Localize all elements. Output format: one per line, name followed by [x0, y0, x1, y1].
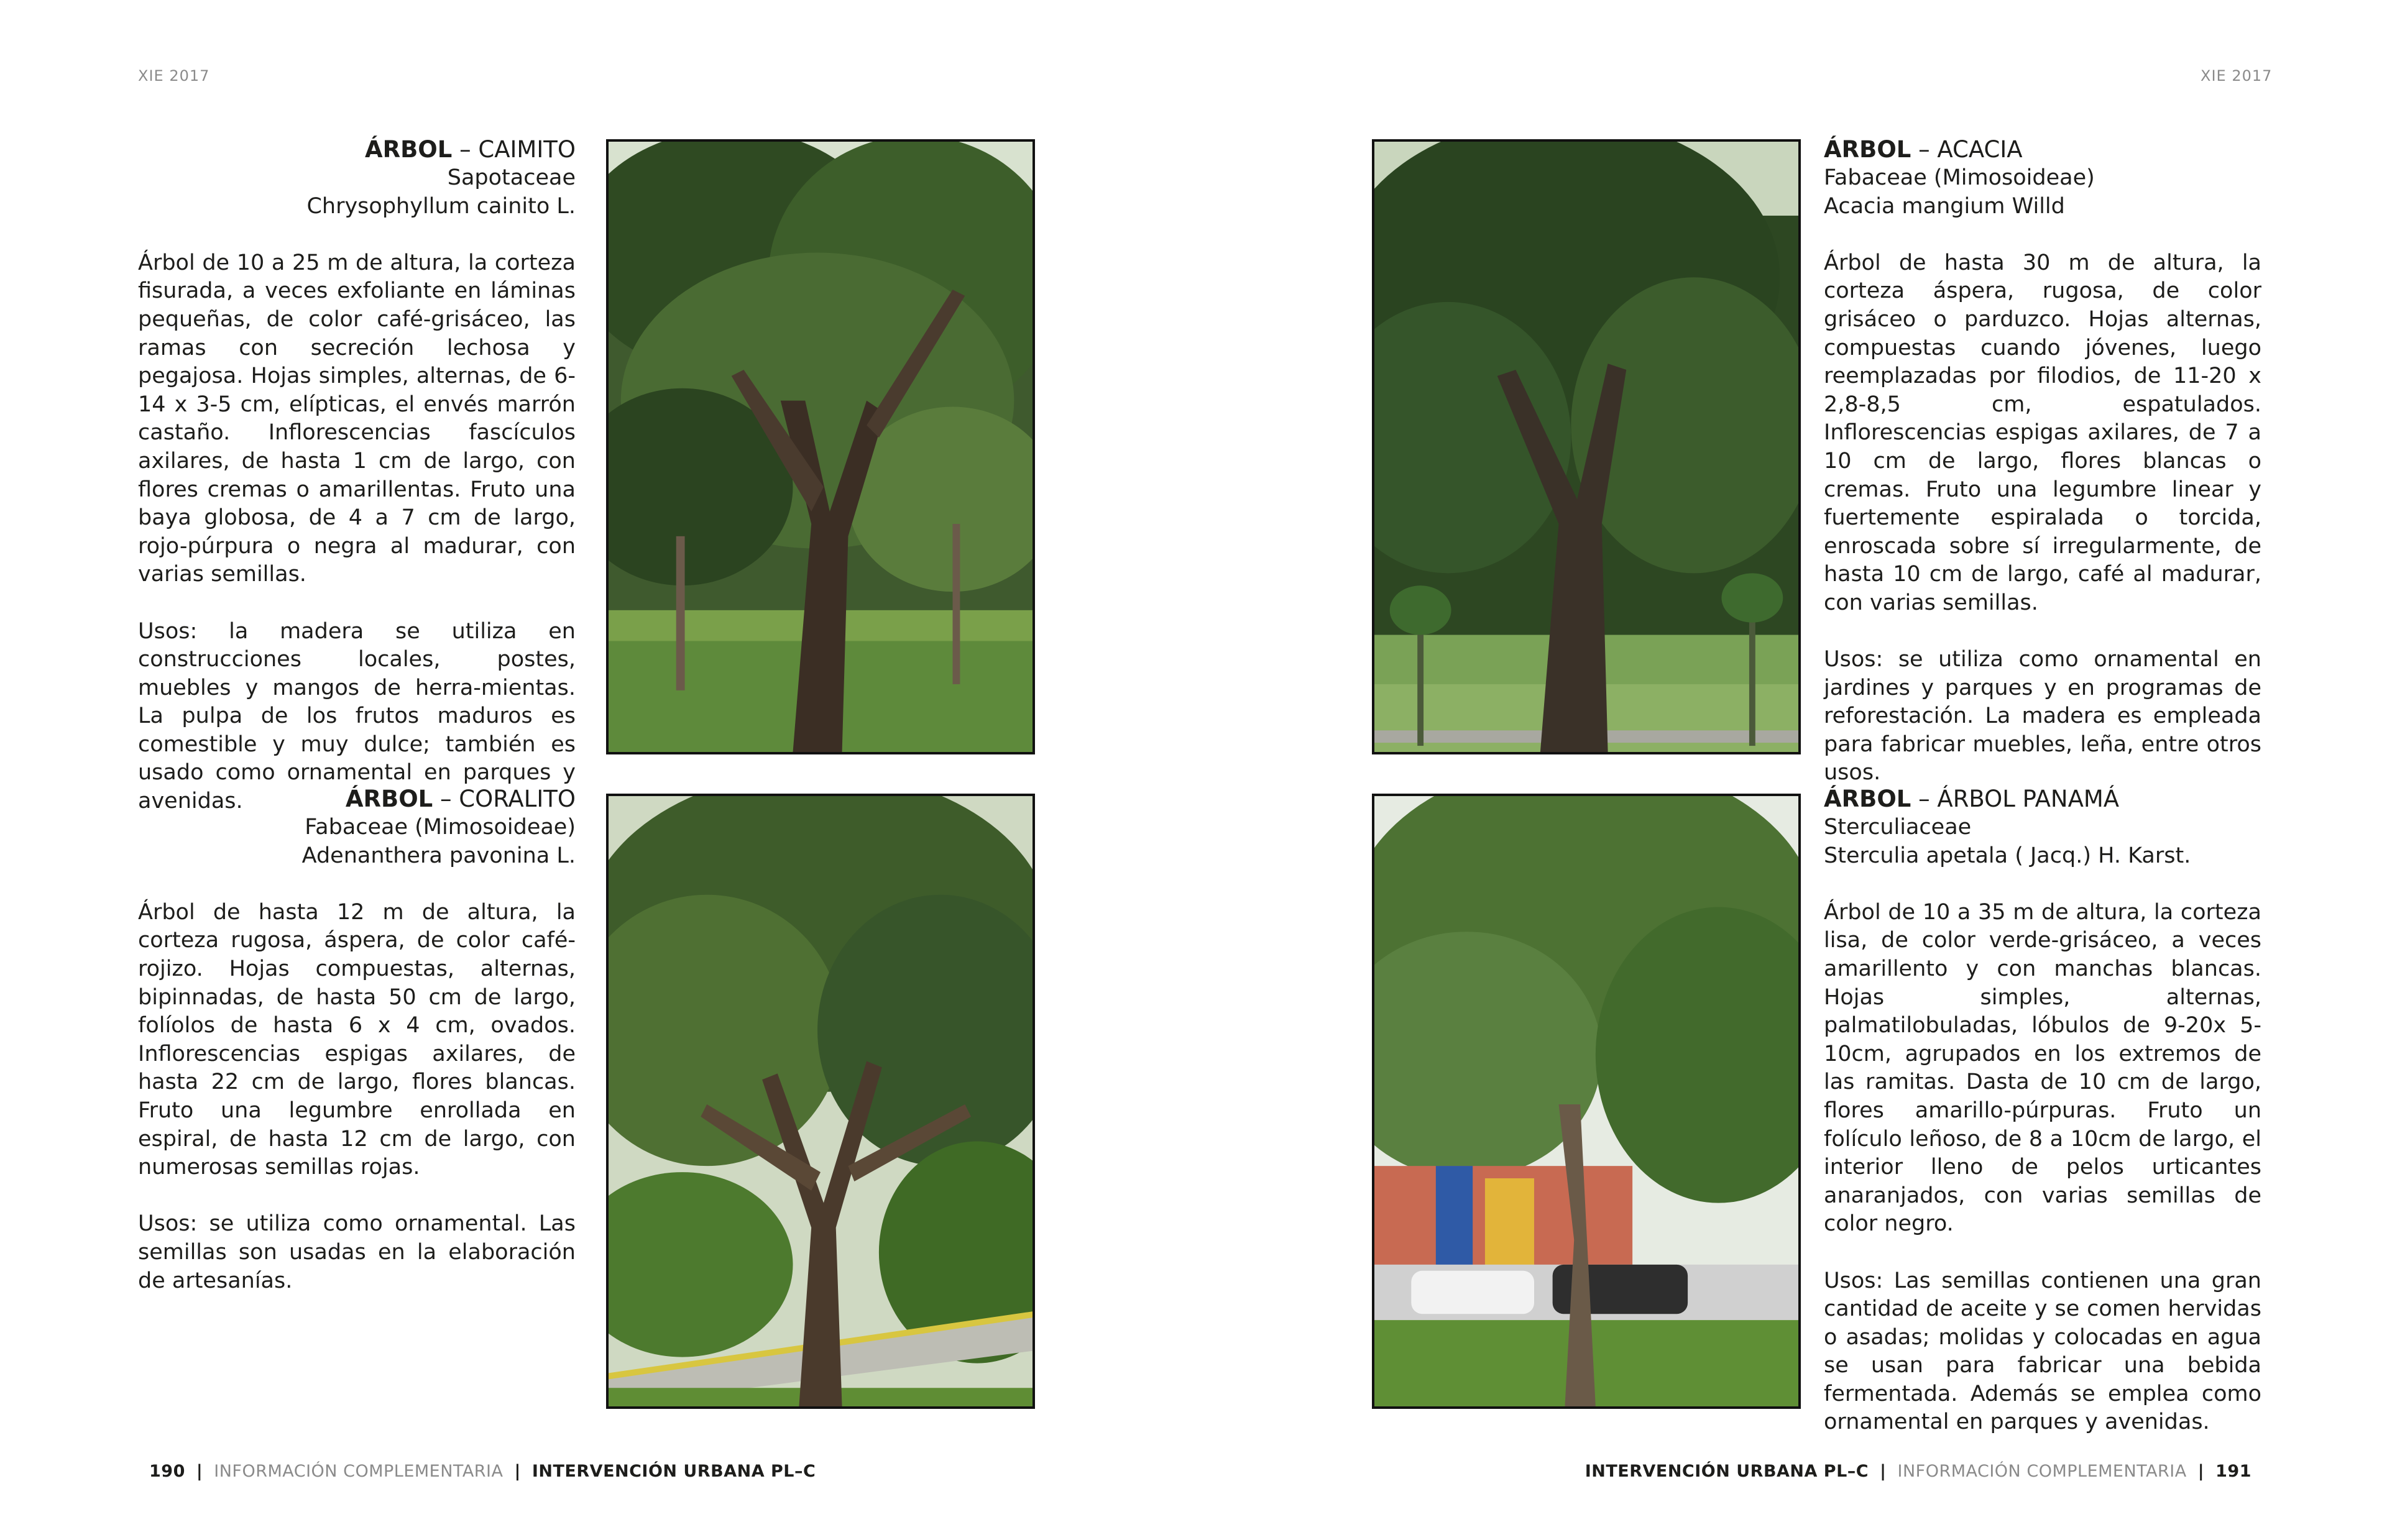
- footer-right: INTERVENCIÓN URBANA PL–C | INFORMACIÓN COMPLEMENTARIA | 191: [1584, 1462, 2251, 1481]
- caimito-family: Sapotaceae: [447, 165, 576, 190]
- footer-left-section: INFORMACIÓN COMPLEMENTARIA: [214, 1462, 504, 1481]
- acacia-uses: Usos: se utiliza como ornamental en jardines y parques y en programas de reforestación. La madera es empleada para fabricar muebles, leña, entre otros usos.: [1824, 647, 2261, 786]
- coralito-uses: Usos: se utiliza como ornamental. Las semillas son usadas en la elaboración de artesanías.: [138, 1211, 576, 1293]
- footer-right-project: INTERVENCIÓN URBANA PL–C: [1584, 1462, 1869, 1481]
- caimito-title: ÁRBOL – CAIMITO: [364, 136, 576, 163]
- footer-right-section: INFORMACIÓN COMPLEMENTARIA: [1897, 1462, 2187, 1481]
- panama-species: Sterculia apetala ( Jacq.) H. Karst.: [1824, 843, 2191, 868]
- caimito-text: [138, 135, 576, 816]
- footer-left-project: INTERVENCIÓN URBANA PL–C: [531, 1462, 816, 1481]
- acacia-family: Fabaceae (Mimosoideae): [1824, 165, 2095, 190]
- coralito-title: ÁRBOL – CORALITO: [345, 786, 576, 812]
- acacia-species: Acacia mangium Willd: [1824, 193, 2065, 219]
- panama-text: [1824, 785, 2261, 1437]
- footer-left: 190 | INFORMACIÓN COMPLEMENTARIA | INTERVENCIÓN URBANA PL–C: [149, 1462, 816, 1481]
- coralito-text: [138, 785, 576, 1295]
- panama-family: Sterculiaceae: [1824, 815, 1972, 840]
- panama-uses: Usos: Las semillas contienen una gran cantidad de aceite y se comen hervidas o asadas; molidas y colocadas en agua se usan para fabricar una bebida fermentada. Además se emplea como ornamental en parques y avenidas.: [1824, 1268, 2261, 1435]
- coralito-description: Árbol de hasta 12 m de altura, la corteza rugosa, áspera, de color café-rojizo. Hojas compuestas, alternas, bipinnadas, de hasta 50 cm de largo, folíolos de hasta 6 x 4 cm, ovados. Inflorescencias espigas axilares, de hasta 22 cm de largo, flores blancas. Fruto una legumbre enrollada en espiral, de hasta 12 cm de largo, con numerosas semillas rojas.: [138, 899, 576, 1180]
- header-left: XIE 2017: [138, 67, 210, 85]
- caimito-species: Chrysophyllum cainito L.: [306, 193, 576, 219]
- acacia-photo: [1372, 139, 1801, 754]
- header-right: XIE 2017: [2201, 67, 2273, 85]
- panama-description: Árbol de 10 a 35 m de altura, la corteza lisa, de color verde-grisáceo, a veces amarillento y con manchas blancas. Hojas simples, alternas, palmatilobuladas, lóbulos de 9-20x 5-10cm, agrupados en los extremos de las ramitas. Dasta de 10 cm de largo, flores amarillo-púrpuras. Fruto un folículo leñoso, de 8 a 10cm de largo, el interior lleno de pelos urticantes anaranjados, con varias semillas de color negro.: [1824, 899, 2261, 1237]
- page-number-left: 190: [149, 1462, 185, 1481]
- caimito-description: Árbol de 10 a 25 m de altura, la corteza fisurada, a veces exfoliante en láminas pequeñas, de color café-grisáceo, las ramas con secreción lechosa y pegajosa. Hojas simples, alternas, de 6-14 x 3-5 cm, elípticas, el envés marrón castaño. Inflorescencias fascículos axilares, de hasta 1 cm de largo, con flores cremas o amarillentas. Fruto una baya globosa, de 4 a 7 cm de largo, rojo-púrpura o negra al madurar, con varias semillas.: [138, 250, 576, 587]
- acacia-description: Árbol de hasta 30 m de altura, la corteza áspera, rugosa, de color grisáceo o parduzco. Hojas alternas, compuestas cuando jóvenes, luego reemplazadas por filodios, de 11-20 x 2,8-8,5 cm, espatulados. Inflorescencias espigas axilares, de 7 a 10 cm de largo, flores blancas o cremas. Fruto una legumbre linear y fuertemente espiralada o torcida, enroscada sobre sí irregularmente, de hasta 10 cm de largo, café al madurar, con varias semillas.: [1824, 250, 2261, 615]
- coralito-species: Adenanthera pavonina L.: [301, 843, 576, 868]
- caimito-uses: Usos: la madera se utiliza en construcciones locales, postes, muebles y mangos de herra-mientas. La pulpa de los frutos maduros es comestible y muy dulce; también es usado como ornamental en parques y avenidas.: [138, 618, 576, 814]
- panama-title: ÁRBOL – ÁRBOL PANAMÁ: [1824, 786, 2120, 812]
- panama-photo: [1372, 794, 1801, 1409]
- coralito-photo: [606, 794, 1035, 1409]
- acacia-text: [1824, 135, 2261, 787]
- page-number-right: 191: [2215, 1462, 2251, 1481]
- caimito-photo: [606, 139, 1035, 754]
- coralito-family: Fabaceae (Mimosoideae): [305, 815, 576, 840]
- acacia-title: ÁRBOL – ACACIA: [1824, 136, 2023, 163]
